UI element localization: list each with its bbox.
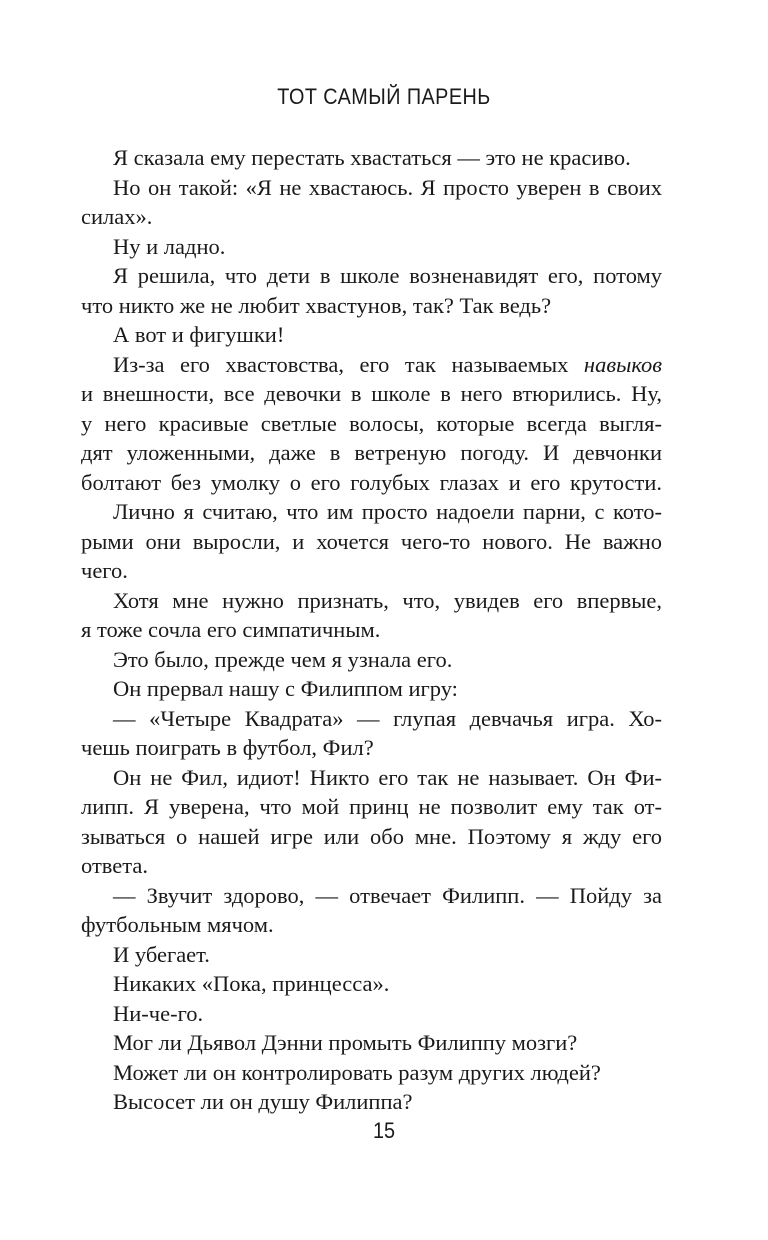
text-line-content: А вот и фигушки!: [113, 322, 285, 347]
text-line: [81, 497, 662, 527]
text-line-content: зываться о нашей игре или обо мне. Поэтому я жду его: [81, 823, 662, 849]
text-line: [81, 674, 662, 704]
text-line-content: Я сказала ему перестать хвастаться — это не красиво.: [113, 145, 631, 170]
text-line-content: Из-за его хвастовства, его так называемых: [113, 351, 569, 377]
text-line: [81, 1058, 662, 1088]
text-line-content: Никаких «Пока, принцесса».: [113, 971, 390, 996]
text-line: [81, 320, 662, 350]
text-line-content: Лично я считаю, что им просто надоели парни, с кото-: [113, 499, 662, 524]
text-line-content: что никто же не любит хвастунов, так? Так ведь?: [81, 292, 552, 318]
text-line: [81, 645, 662, 675]
text-line: [81, 173, 662, 203]
text-line-content: липп. Я уверена, что мой принц не позволит ему так от-: [81, 794, 662, 819]
text-line-content: Хотя мне нужно признать, что, увидев его впервые,: [113, 587, 662, 613]
text-line: [81, 409, 662, 439]
text-line: [81, 379, 662, 409]
text-line-content: Ну и ладно.: [113, 233, 226, 259]
text-line: [81, 881, 662, 911]
text-line: [81, 556, 662, 586]
text-line: [81, 232, 662, 262]
text-line: [81, 1028, 662, 1058]
text-line: [81, 940, 662, 970]
text-line-content: ответа.: [81, 853, 148, 878]
text-line: [81, 704, 662, 734]
text-line: [81, 350, 662, 380]
text-line: [81, 143, 662, 173]
text-line: [81, 615, 662, 645]
text-line-content: Ни-че-го.: [113, 1000, 204, 1026]
text-line: [81, 261, 662, 291]
text-line: [81, 468, 662, 498]
text-line-content: силах».: [81, 204, 153, 229]
text-line: [81, 291, 662, 321]
text-line: [81, 822, 662, 852]
text-line-content: Он не Фил, идиот! Никто его так не называет. Он Фи-: [113, 764, 662, 790]
text-line-content: И убегает.: [113, 941, 210, 967]
text-line-content: Но он такой: «Я не хвастаюсь. Я просто уверен в своих: [113, 174, 662, 200]
text-line: [81, 527, 662, 557]
text-line: [81, 438, 662, 468]
text-line-content: Высосет ли он душу Филиппа?: [113, 1089, 413, 1114]
italic-word: навыков: [583, 351, 663, 377]
text-line-content: рыми они выросли, и хочется чего-то нового. Не важно: [81, 528, 662, 554]
text-line-content: Может ли он контролировать разум других людей?: [113, 1059, 601, 1085]
text-line-content: и внешности, все девочки в школе в него втюрились. Ну,: [81, 381, 662, 406]
text-line: [81, 202, 662, 232]
text-line: [81, 969, 662, 999]
text-line-content: у него красивые светлые волосы, которые всегда выгля-: [81, 410, 662, 436]
text-line: [81, 733, 662, 763]
text-line-content: чего.: [81, 558, 128, 583]
text-line-content: — Звучит здорово, — отвечает Филипп. — Пойду за: [113, 882, 662, 908]
text-line: [81, 1087, 662, 1117]
text-line-content: Он прервал нашу с Филиппом игру:: [113, 676, 458, 701]
running-head: ТОТ САМЫЙ ПАРЕНЬ: [277, 84, 491, 109]
text-line-content: — «Четыре Квадрата» — глупая девчачья игра. Хо-: [113, 705, 662, 731]
page-number: 15: [372, 1118, 396, 1143]
text-line-content: болтают без умолку о его голубых глазах и его крутости.: [81, 469, 662, 495]
text-line-content: дят уложенными, даже в ветреную погоду. И девчонки: [81, 440, 662, 465]
text-line: [81, 763, 662, 793]
text-line-content: Я решила, что дети в школе возненавидят его, потому: [113, 263, 662, 288]
text-line: [81, 910, 662, 940]
text-line: [81, 586, 662, 616]
text-line-content: футбольным мячом.: [81, 912, 274, 937]
text-line: [81, 999, 662, 1029]
text-line-content: Это было, прежде чем я узнала его.: [113, 646, 453, 672]
text-line: [81, 792, 662, 822]
text-line-content: я тоже сочла его симпатичным.: [81, 617, 381, 642]
body-text: [81, 143, 662, 1117]
text-line: [81, 851, 662, 881]
text-line-content: чешь поиграть в футбол, Фил?: [81, 735, 374, 760]
text-line-content: Мог ли Дьявол Дэнни промыть Филиппу мозги?: [113, 1030, 578, 1055]
